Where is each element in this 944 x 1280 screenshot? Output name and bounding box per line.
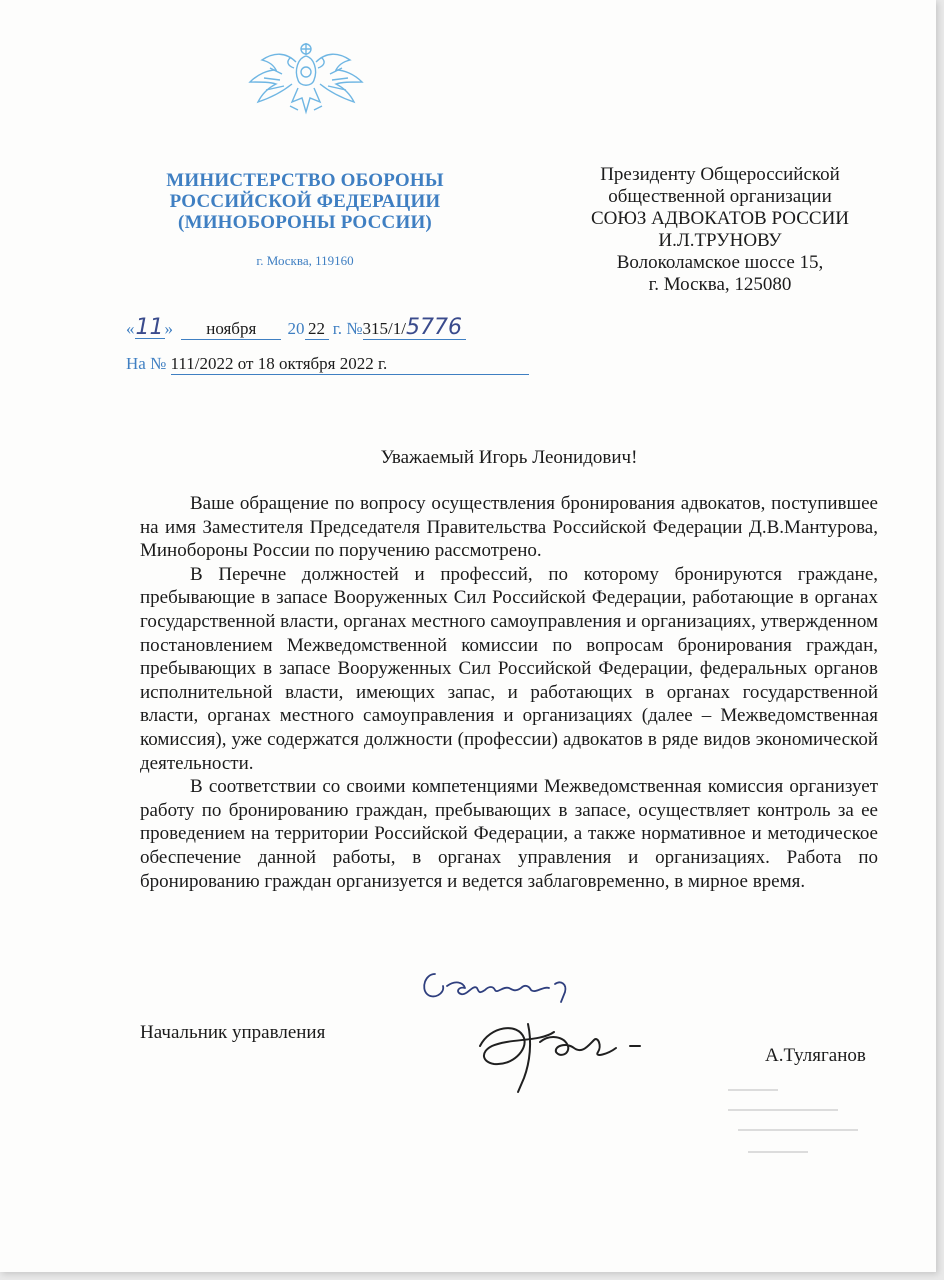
addressee-line: Президенту Общероссийской: [600, 164, 840, 185]
addressee-line: И.Л.ТРУНОВУ: [658, 230, 782, 251]
show-through-stamp: [718, 1080, 868, 1170]
registration-month: ноября: [181, 319, 281, 340]
paragraph: В соответствии со своими компетенциями Межведомственная комиссия организует работу по бронированию граждан, пребывающих в запасе, осуществляет контроль за ее проведением на территории Российской Федерации, а также нормативное и методическое обеспечение данной работы, в органах управления и организациях. Работа по бронированию граждан организуется и ведется заблаговременно, в мирное время.: [140, 776, 878, 892]
double-headed-eagle-emblem-icon: [246, 40, 366, 122]
number-sign: №: [346, 319, 363, 338]
handwritten-closing: [415, 964, 595, 1009]
reference-value: 111/2022 от 18 октября 2022 г.: [171, 354, 529, 375]
paragraph: В Перечне должностей и профессий, по которому бронируются граждане, пребывающие в запасе Вооруженных Сил Российской Федерации, работающие в органах государственной власти, органах местного самоуправления и организациях, утвержденном постановлением Межведомственной комиссии по вопросам бронирования граждан, пребывающих в запасе Вооруженных Сил Российской Федерации, федеральных органов исполнительной власти, имеющих запас, и работающих в органах государственной власти, органах местного самоуправления и организациях (далее – Межведомственная комиссия), уже содержатся должности (профессии) адвокатов в ряде видов экономической деятельности.: [140, 563, 878, 774]
signatory-role: Начальник управления: [140, 1022, 326, 1043]
quote-open: «: [126, 319, 135, 338]
year-prefix: 20: [287, 319, 305, 338]
ministry-line: РОССИЙСКОЙ ФЕДЕРАЦИИ: [169, 191, 441, 212]
signatory-name: А.Туляганов: [765, 1045, 866, 1066]
signature: [470, 1012, 655, 1097]
year-suffix: 22: [305, 319, 329, 340]
ministry-line: (МИНОБОРОНЫ РОССИИ): [178, 212, 432, 233]
sender-city: г. Москва, 119160: [256, 253, 354, 268]
addressee-block: [540, 164, 900, 296]
registration-line: [126, 315, 466, 344]
year-unit: г.: [332, 319, 343, 338]
quote-close: »: [164, 319, 173, 338]
ministry-name: [130, 170, 480, 233]
ministry-line: МИНИСТЕРСТВО ОБОРОНЫ: [166, 170, 444, 191]
letter-body: [140, 492, 878, 893]
addressee-line: г. Москва, 125080: [648, 274, 792, 295]
paragraph: Ваше обращение по вопросу осуществления бронирования адвокатов, поступившее на имя Заместителя Председателя Правительства Российской Федерации Д.В.Мантурова, Минобороны России по поручению рассмотрено.: [140, 493, 878, 562]
reference-prefix: На №: [126, 354, 167, 373]
addressee-line: общественной организации: [608, 186, 832, 207]
registration-number-handwritten: 5776: [406, 315, 462, 340]
addressee-line: Волоколамское шоссе 15,: [616, 252, 824, 273]
registration-day: 11: [135, 315, 164, 340]
addressee-line: СОЮЗ АДВОКАТОВ РОССИИ: [590, 208, 850, 229]
registration-number: 315/1/: [362, 319, 406, 338]
salutation: Уважаемый Игорь Леонидович!: [380, 447, 638, 468]
reference-line: [126, 354, 529, 375]
